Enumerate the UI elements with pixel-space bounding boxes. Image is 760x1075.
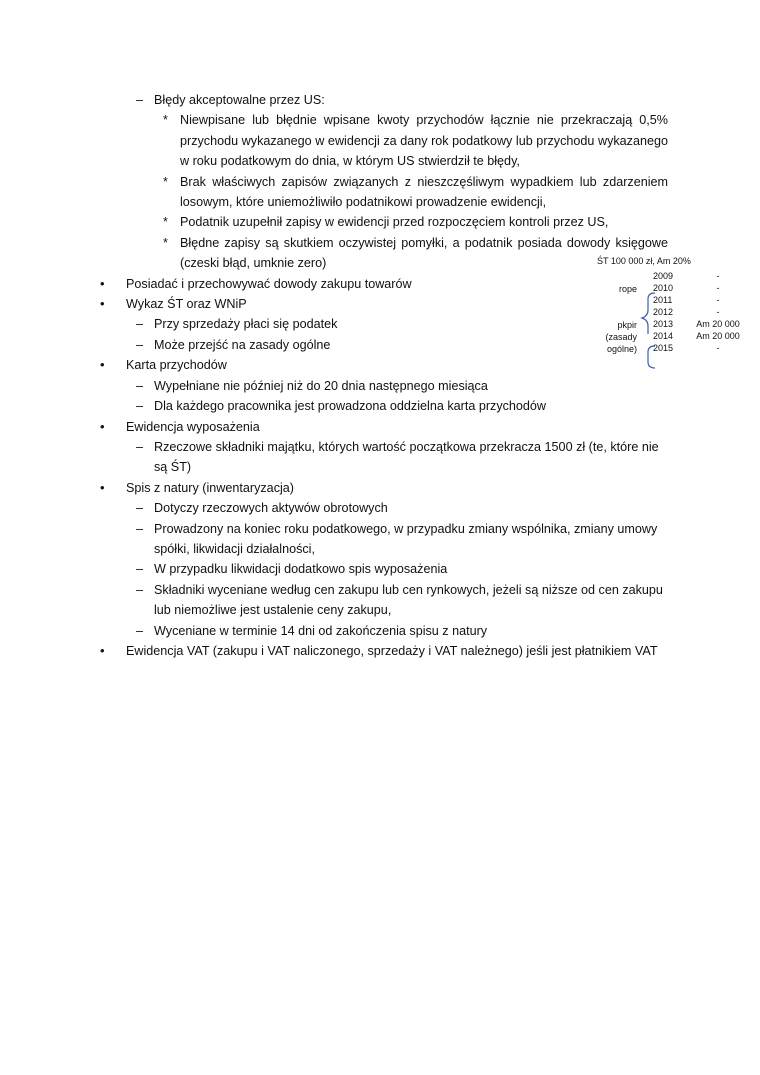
amortization-value: -: [716, 307, 720, 317]
asterisk-marker: *: [163, 174, 168, 189]
list-item: [98, 478, 698, 498]
dash-marker: –: [136, 317, 144, 332]
year-label: 2012: [653, 307, 674, 317]
list-item: [98, 621, 698, 641]
list-item-text: Dotyczy rzeczowych aktywów obrotowych: [154, 501, 388, 516]
list-item-text: Wyceniane w terminie 14 dni od zakończenia spisu z natury: [154, 623, 488, 638]
list-item-text: Rzeczowe składniki majątku, których wartość początkowa przekracza 1500 zł (te, które nie są ŚT): [154, 439, 659, 475]
list-item-text: Wykaz ŚT oraz WNiP: [126, 297, 247, 312]
dash-marker: –: [136, 378, 144, 393]
list-item: [98, 519, 668, 560]
list-item-text: Niewpisane lub błędnie wpisane kwoty przychodów łącznie nie przekraczają 0,5% przychodu wykazanego w ewidencji za dany rok podatkowy lub przychodu wykazanego w roku podatkowym do dnia, w którym US stwierdził te błędy,: [180, 113, 668, 169]
dash-marker: –: [136, 93, 144, 107]
amortization-value: Am 20 000: [696, 331, 740, 341]
dash-marker: –: [136, 521, 144, 536]
list-item-text: Podatnik uzupełnił zapisy w ewidencji przed rozpoczęciem kontroli przez US,: [180, 215, 609, 230]
list-item-text: Błędne zapisy są skutkiem oczywistej pomyłki, a podatnik posiada dowody księgowe (czeski błąd, umknie zero): [180, 235, 668, 271]
list-item: [98, 437, 668, 478]
list-item-text: Posiadać i przechowywać dowody zakupu towarów: [126, 276, 412, 291]
amortization-value: -: [716, 283, 720, 293]
list-item: [98, 212, 668, 232]
list-item-text: W przypadku likwidacji dodatkowo spis wyposażenia: [154, 562, 448, 577]
dash-marker: –: [136, 439, 144, 454]
list-item: [98, 376, 698, 396]
asterisk-marker: *: [163, 215, 168, 230]
list-item: [98, 417, 698, 437]
list-item-text: Błędy akceptowalne przez US:: [154, 93, 325, 107]
pkpir-label: pkpir: [617, 320, 637, 330]
list-item-text: Brak właściwych zapisów związanych z nieszczęśliwym wypadkiem lub zdarzeniem losowym, które uniemożliwiło podatnikowi prowadzenie ewidencji,: [180, 174, 668, 210]
list-item: [98, 580, 668, 621]
bullet-marker: •: [100, 418, 105, 434]
dash-marker: –: [136, 562, 144, 577]
list-item-text: Składniki wyceniane według cen zakupu lub cen rynkowych, jeżeli są niższe od cen zakupu lub niemożliwe jest ustalenie ceny zakupu,: [154, 582, 663, 618]
asterisk-marker: *: [163, 113, 168, 128]
list-item: [98, 396, 698, 416]
dash-marker: –: [136, 501, 144, 516]
bullet-marker: •: [100, 275, 105, 291]
list-item: [98, 498, 698, 518]
pkpir-label: (zasady: [605, 332, 637, 342]
depreciation-annotation: [585, 256, 755, 378]
list-item-text: Może przejść na zasady ogólne: [154, 337, 331, 352]
list-item: [98, 233, 668, 274]
list-item-text: Dla każdego pracownika jest prowadzona oddzielna karta przychodów: [154, 399, 547, 414]
pkpir-label: ogólne): [606, 344, 637, 354]
bullet-marker: •: [100, 357, 105, 373]
list-item: [98, 90, 668, 110]
year-label: 2009: [653, 271, 674, 281]
list-item-text: Karta przychodów: [126, 358, 227, 373]
list-item-text: Prowadzony na koniec roku podatkowego, w przypadku zmiany wspólnika, zmiany umowy spółki, likwidacji działalności,: [154, 521, 658, 556]
list-item-text: Wypełniane nie później niż do 20 dnia następnego miesiąca: [154, 378, 488, 393]
dash-marker: –: [136, 582, 144, 597]
amortization-value: -: [716, 343, 720, 353]
year-label: 2013: [653, 319, 674, 329]
list-item: [98, 559, 698, 579]
asterisk-marker: *: [163, 235, 168, 250]
amortization-value: -: [716, 295, 720, 305]
list-item-text: Ewidencja wyposażenia: [126, 419, 260, 434]
year-label: 2014: [653, 331, 674, 341]
list-item: [98, 641, 698, 661]
list-item-text: Spis z natury (inwentaryzacja): [126, 480, 294, 495]
dash-marker: –: [136, 337, 144, 352]
dash-marker: –: [136, 399, 144, 414]
bullet-marker: •: [100, 642, 105, 658]
list-item-text: Przy sprzedaży płaci się podatek: [154, 317, 338, 332]
list-item: [98, 110, 668, 171]
rope-label: rope: [618, 284, 637, 294]
amortization-value: Am 20 000: [696, 319, 740, 329]
list-item-text: Ewidencja VAT (zakupu i VAT naliczonego, sprzedaży i VAT należnego) jeśli jest płatnikiem VAT: [126, 643, 658, 658]
dash-marker: –: [136, 623, 144, 638]
year-label: 2015: [653, 343, 674, 353]
bullet-marker: •: [100, 479, 105, 495]
annotation-title: ŚT 100 000 zł, Am 20%: [597, 256, 691, 266]
amortization-value: -: [716, 271, 720, 281]
bullet-marker: •: [100, 296, 105, 312]
year-label: 2011: [653, 295, 673, 305]
year-label: 2010: [653, 283, 674, 293]
list-item: [98, 172, 668, 213]
